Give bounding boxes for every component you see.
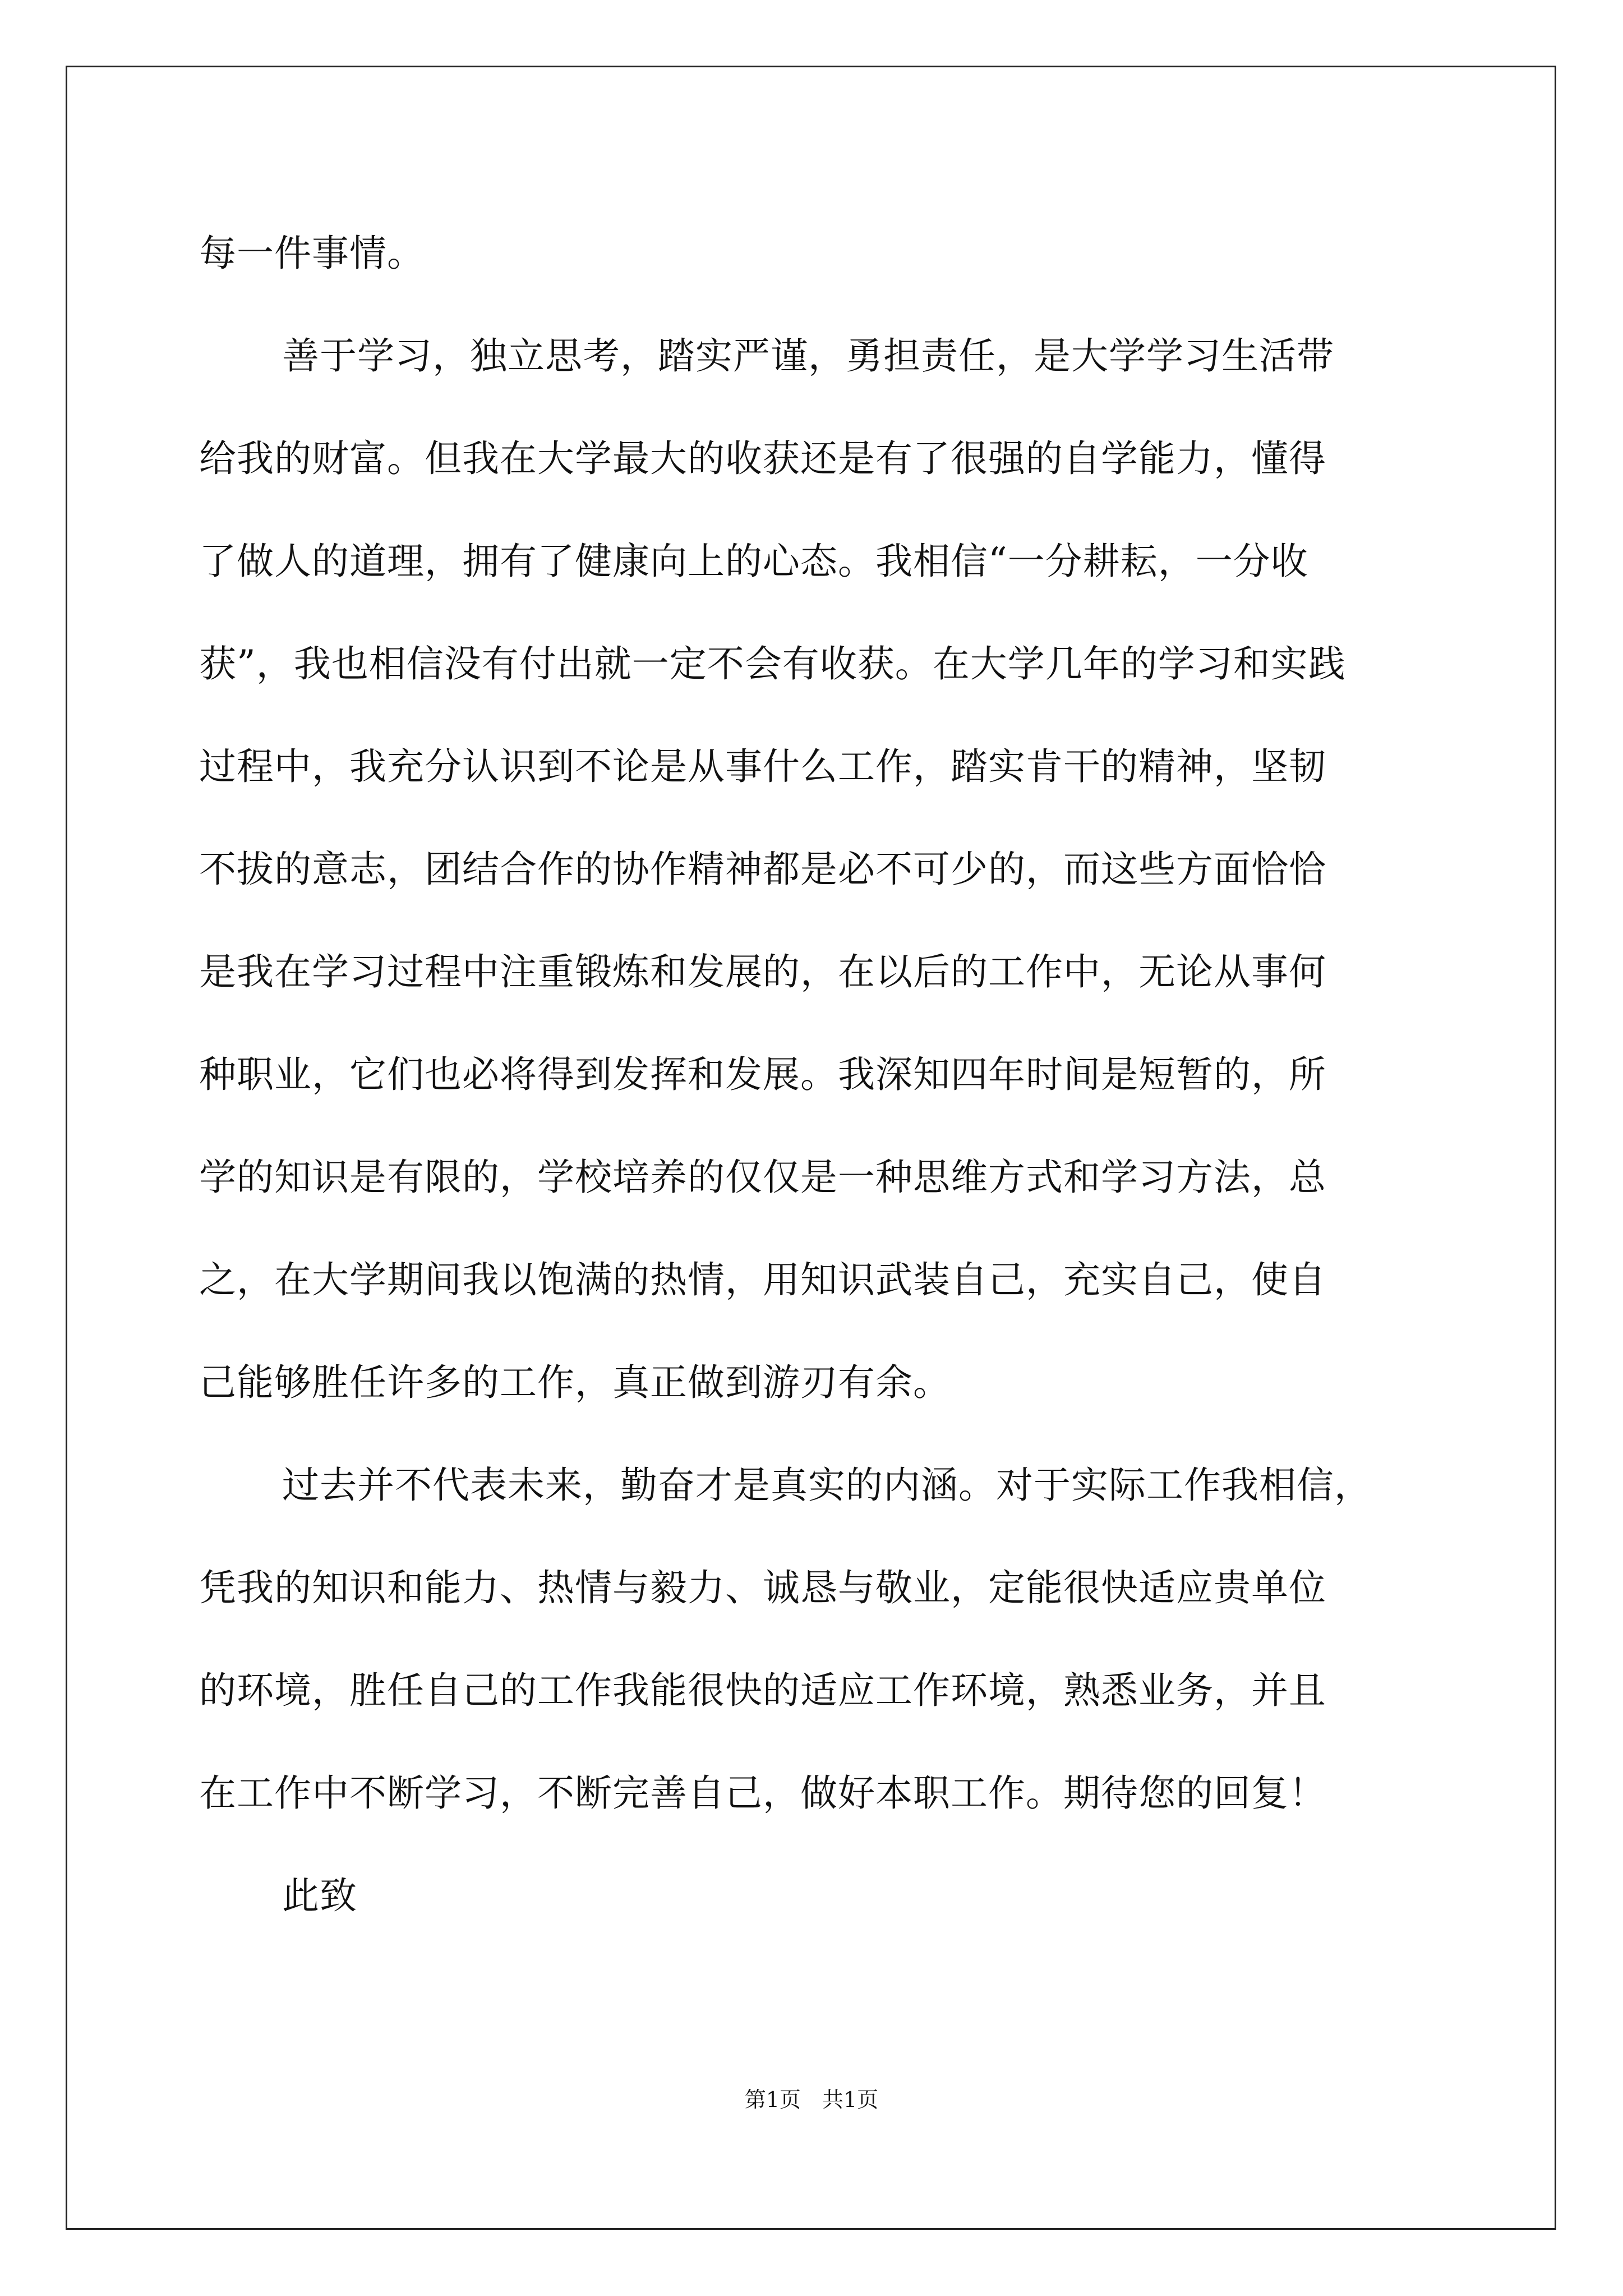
page-number-footer: 第1页 共1页	[744, 2087, 879, 2112]
text-line: 每一件事情。	[199, 232, 425, 275]
text-line: 在工作中不断学习，不断完善自己，做好本职工作。期待您的回复！	[199, 1772, 1326, 1815]
text-line: 是我在学习过程中注重锻炼和发展的，在以后的工作中，无论从事何	[199, 950, 1326, 993]
paragraph-start-line: 过去并不代表未来，勤奋才是真实的内涵。对于实际工作我相信，	[282, 1464, 1372, 1507]
text-line: 过程中，我充分认识到不论是从事什么工作，踏实肯干的精神，坚韧	[199, 745, 1326, 788]
letter-body	[199, 202, 1433, 1947]
text-line: 的环境，胜任自己的工作我能很快的适应工作环境，熟悉业务，并且	[199, 1669, 1326, 1712]
text-line: 学的知识是有限的，学校培养的仅仅是一种思维方式和学习方法，总	[199, 1156, 1326, 1199]
text-line: 己能够胜任许多的工作，真正做到游刃有余。	[199, 1361, 951, 1404]
text-line: 了做人的道理，拥有了健康向上的心态。我相信“一分耕耘，一分收	[199, 540, 1308, 583]
text-line: 种职业，它们也必将得到发挥和发展。我深知四年时间是短暂的，所	[199, 1053, 1326, 1096]
text-line: 不拔的意志，团结合作的协作精神都是必不可少的，而这些方面恰恰	[199, 848, 1326, 891]
closing-salutation: 此致	[282, 1874, 357, 1917]
text-line: 获”，我也相信没有付出就一定不会有收获。在大学几年的学习和实践	[199, 642, 1346, 685]
text-line: 之，在大学期间我以饱满的热情，用知识武装自己，充实自己，使自	[199, 1258, 1326, 1301]
text-line: 凭我的知识和能力、热情与毅力、诚恳与敬业，定能很快适应贵单位	[199, 1566, 1326, 1609]
paragraph-start-line: 善于学习，独立思考，踏实严谨，勇担责任，是大学学习生活带	[282, 334, 1334, 378]
text-line: 给我的财富。但我在大学最大的收获还是有了很强的自学能力，懂得	[199, 437, 1326, 480]
